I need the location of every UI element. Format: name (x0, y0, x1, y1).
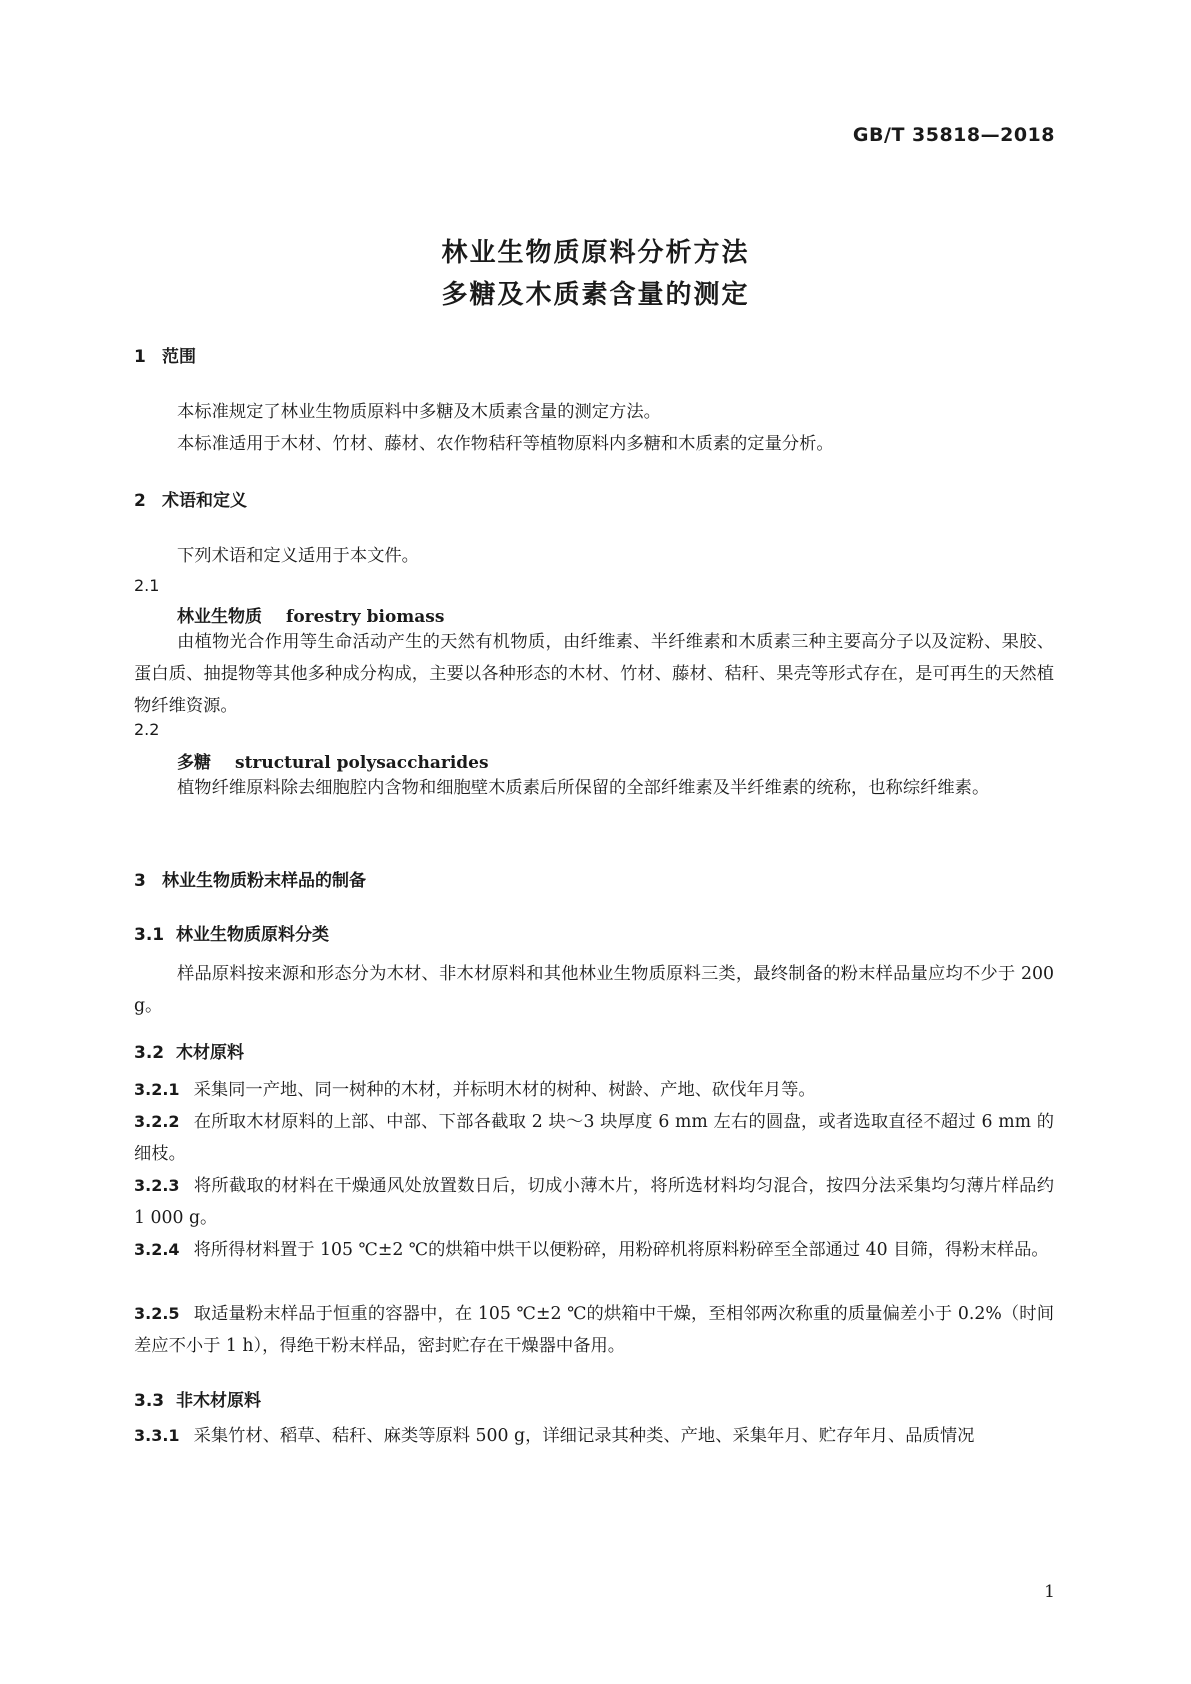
section2-heading (134, 486, 247, 511)
subsection-3-1-paragraph: 样品原料按来源和形态分为木材、非木材原料和其他林业生物质原料三类，最终制备的粉末样品量应均不少于 200 g。 (134, 964, 1054, 1016)
clause-3-2-5-text: 取适量粉末样品于恒重的容器中，在 105 ℃±2 ℃的烘箱中干燥，至相邻两次称重的质量偏差小于 0.2%（时间差应不小于 1 h），得绝干粉末样品，密封贮存在干燥器中备用。 (134, 1304, 1054, 1356)
clause-3-2-2-text: 在所取木材原料的上部、中部、下部各截取 2 块～3 块厚度 6 mm 左右的圆盘，或者选取直径不超过 6 mm 的细枝。 (134, 1112, 1054, 1164)
section1-heading (134, 342, 196, 367)
clause-3-2-3 (134, 1170, 1054, 1234)
term2-definition: 植物纤维原料除去细胞腔内含物和细胞壁木质素后所保留的全部纤维素及半纤维素的统称，也称综纤维素。 (177, 778, 990, 798)
section1-paragraph-1: 本标准规定了林业生物质原料中多糖及木质素含量的测定方法。 (177, 402, 661, 422)
section3-title: 林业生物质粉末样品的制备 (162, 871, 366, 891)
section3-number: 3 (134, 871, 146, 891)
subsection-3-2-heading (134, 1038, 244, 1063)
section3-heading (134, 866, 366, 891)
clause-3-3-1-text: 采集竹材、稻草、秸秆、麻类等原料 500 g，详细记录其种类、产地、采集年月、贮存年月、品质情况 (193, 1426, 975, 1446)
subsection-3-2-number: 3.2 (134, 1043, 165, 1063)
standard-number: GB/T 35818—2018 (852, 124, 1055, 146)
clause-3-2-2 (134, 1106, 1054, 1170)
clause-3-2-2-number: 3.2.2 (134, 1112, 180, 1131)
term1-number: 2.1 (134, 576, 160, 595)
subsection-3-1-heading (134, 920, 329, 945)
clause-3-2-5 (134, 1298, 1054, 1362)
subsection-3-2-title: 木材原料 (176, 1043, 244, 1063)
section2-title: 术语和定义 (162, 491, 247, 511)
section1-title: 范围 (162, 347, 196, 367)
clause-3-2-1-number: 3.2.1 (134, 1080, 180, 1099)
clause-3-3-1 (134, 1420, 1054, 1452)
section2-number: 2 (134, 491, 146, 511)
subsection-3-3-title: 非木材原料 (176, 1391, 261, 1411)
section1-paragraph-2: 本标准适用于木材、竹材、藤材、农作物秸秆等植物原料内多糖和木质素的定量分析。 (177, 434, 834, 454)
term1-chinese: 林业生物质 (177, 607, 262, 627)
term1-heading (177, 602, 444, 627)
subsection-3-3-heading (134, 1386, 261, 1411)
section2-intro: 下列术语和定义适用于本文件。 (177, 546, 419, 566)
page-number: 1 (1044, 1582, 1055, 1602)
clause-3-2-1 (134, 1074, 1054, 1106)
clause-3-2-4-number: 3.2.4 (134, 1240, 180, 1259)
term2-chinese: 多糖 (177, 753, 211, 773)
clause-3-2-3-text: 将所截取的材料在干燥通风处放置数日后，切成小薄木片，将所选材料均匀混合，按四分法采集均匀薄片样品约 1 000 g。 (134, 1176, 1054, 1228)
subsection-3-3-number: 3.3 (134, 1391, 165, 1411)
clause-3-2-1-text: 采集同一产地、同一树种的木材，并标明木材的树种、树龄、产地、砍伐年月等。 (193, 1080, 816, 1100)
clause-3-2-4-text: 将所得材料置于 105 ℃±2 ℃的烘箱中烘干以便粉碎，用粉碎机将原料粉碎至全部通过 40 目筛，得粉末样品。 (193, 1240, 1049, 1260)
term2-heading (177, 748, 489, 773)
subsection-3-1-title: 林业生物质原料分类 (176, 925, 329, 945)
term1-english: forestry biomass (286, 607, 445, 627)
document-title-line1: 林业生物质原料分析方法 (441, 238, 750, 268)
clause-3-2-3-number: 3.2.3 (134, 1176, 180, 1195)
clause-3-2-4 (134, 1234, 1054, 1266)
term2-number: 2.2 (134, 720, 160, 739)
term2-english: structural polysaccharides (235, 753, 489, 773)
clause-3-2-5-number: 3.2.5 (134, 1304, 180, 1323)
term1-definition: 由植物光合作用等生命活动产生的天然有机物质，由纤维素、半纤维素和木质素三种主要高分子以及淀粉、果胶、蛋白质、抽提物等其他多种成分构成，主要以各种形态的木材、竹材、藤材、秸秆、果壳等形式存在，是可再生的天然植物纤维资源。 (134, 632, 1054, 716)
section1-number: 1 (134, 347, 146, 367)
clause-3-3-1-number: 3.3.1 (134, 1426, 180, 1445)
subsection-3-1-number: 3.1 (134, 925, 165, 945)
document-title-line2: 多糖及木质素含量的测定 (441, 280, 750, 310)
